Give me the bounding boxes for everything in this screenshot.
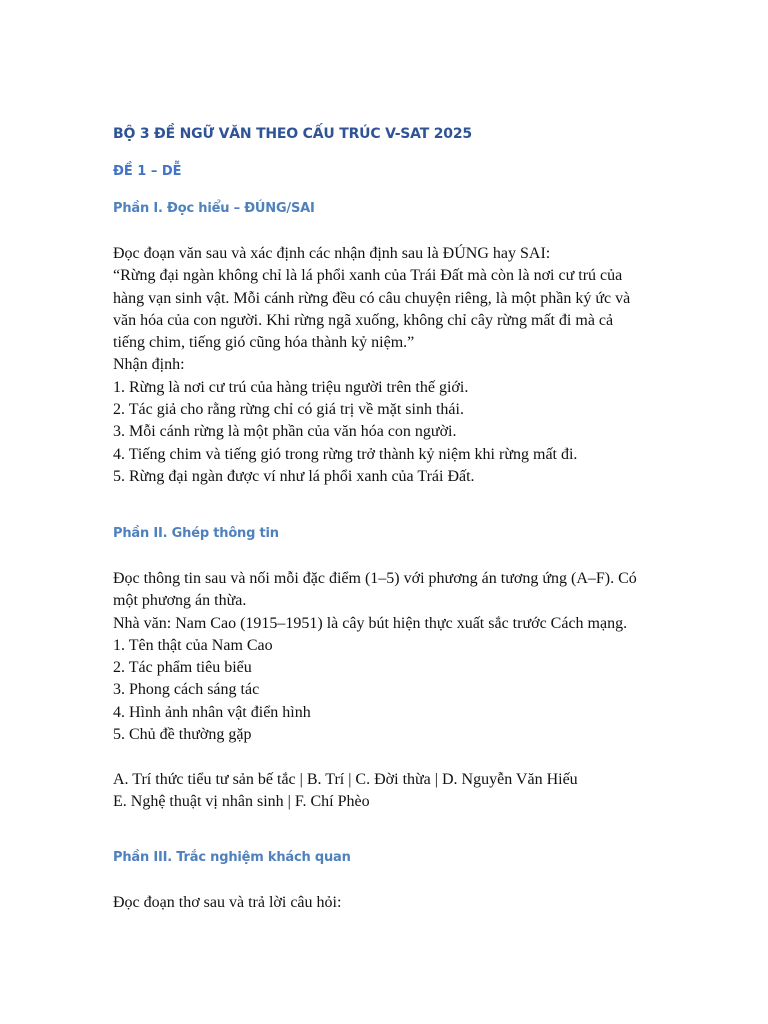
paragraph-line: Đọc đoạn văn sau và xác định các nhận định sau là ĐÚNG hay SAI: <box>113 245 551 262</box>
paragraph-line: một phương án thừa. <box>113 592 247 610</box>
paragraph-line: Nhận định: <box>113 356 185 374</box>
paragraph-line: tiếng chim, tiếng gió cũng hóa thành kỷ niệm.” <box>113 334 415 352</box>
exam-heading: ĐỀ 1 – DỄ <box>113 164 182 179</box>
part3-body <box>113 892 658 914</box>
part2-body <box>113 568 658 813</box>
options-line: A. Trí thức tiểu tư sản bế tắc | B. Trí | C. Đời thừa | D. Nguyễn Văn Hiếu <box>113 770 578 788</box>
part1-body <box>113 243 658 488</box>
paragraph-line: Đọc đoạn thơ sau và trả lời câu hỏi: <box>113 894 342 911</box>
statement-item: 4. Tiếng chim và tiếng gió trong rừng trở thành kỷ niệm khi rừng mất đi. <box>113 445 578 463</box>
paragraph-line: Nhà văn: Nam Cao (1915–1951) là cây bút hiện thực xuất sắc trước Cách mạng. <box>113 614 628 632</box>
part1-heading: Phần I. Đọc hiểu – ĐÚNG/SAI <box>113 201 315 216</box>
statement-item: 2. Tác giả cho rằng rừng chỉ có giá trị về mặt sinh thái. <box>113 401 464 419</box>
statement-item: 1. Rừng là nơi cư trú của hàng triệu người trên thế giới. <box>113 378 469 396</box>
feature-item: 2. Tác phẩm tiêu biểu <box>113 659 252 677</box>
feature-item: 5. Chủ đề thường gặp <box>113 726 252 744</box>
paragraph-line: văn hóa của con người. Khi rừng ngã xuống, không chỉ cây rừng mất đi mà cả <box>113 311 614 329</box>
statement-item: 3. Mỗi cánh rừng là một phần của văn hóa con người. <box>113 423 457 441</box>
options-line: E. Nghệ thuật vị nhân sinh | F. Chí Phèo <box>113 792 370 810</box>
paragraph-line: “Rừng đại ngàn không chỉ là lá phổi xanh của Trái Đất mà còn là nơi cư trú của <box>113 267 623 285</box>
document-title: BỘ 3 ĐỀ NGỮ VĂN THEO CẤU TRÚC V-SAT 2025 <box>113 126 472 142</box>
part3-heading: Phần III. Trắc nghiệm khách quan <box>113 850 351 865</box>
paragraph-line: hàng vạn sinh vật. Mỗi cánh rừng đều có câu chuyện riêng, là một phần ký ức và <box>113 289 631 307</box>
feature-item: 1. Tên thật của Nam Cao <box>113 636 273 654</box>
paragraph-line: Đọc thông tin sau và nối mỗi đặc điểm (1–5) với phương án tương ứng (A–F). Có <box>113 570 637 587</box>
feature-item: 4. Hình ảnh nhân vật điển hình <box>113 703 311 721</box>
feature-item: 3. Phong cách sáng tác <box>113 681 260 699</box>
statement-item: 5. Rừng đại ngàn được ví như lá phổi xanh của Trái Đất. <box>113 467 475 485</box>
part2-heading: Phần II. Ghép thông tin <box>113 526 279 541</box>
